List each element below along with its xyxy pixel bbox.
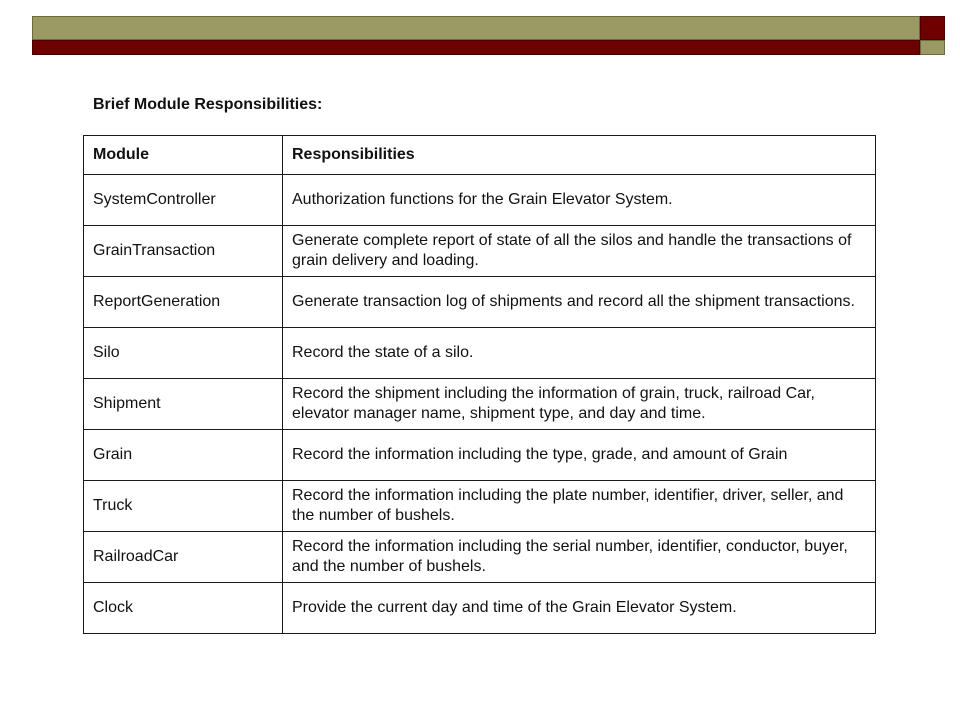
responsibility-cell: Provide the current day and time of the Grain Elevator System. — [283, 583, 876, 634]
table-row — [84, 430, 876, 481]
module-cell: ReportGeneration — [84, 277, 283, 328]
table-row — [84, 175, 876, 226]
module-cell: Silo — [84, 328, 283, 379]
module-cell: Clock — [84, 583, 283, 634]
table-row — [84, 226, 876, 277]
table-row — [84, 583, 876, 634]
responsibility-cell: Record the information including the serial number, identifier, conductor, buyer, and the number of bushels. — [283, 532, 876, 583]
module-cell: Shipment — [84, 379, 283, 430]
responsibility-cell: Authorization functions for the Grain Elevator System. — [283, 175, 876, 226]
responsibility-cell: Record the state of a silo. — [283, 328, 876, 379]
header-bar-olive — [32, 16, 920, 40]
module-cell: Grain — [84, 430, 283, 481]
column-header-responsibilities: Responsibilities — [283, 136, 876, 175]
table-row — [84, 481, 876, 532]
module-cell: Truck — [84, 481, 283, 532]
document-image — [75, 88, 885, 644]
table-row — [84, 277, 876, 328]
header-corner-square-maroon — [920, 16, 945, 40]
module-cell: GrainTransaction — [84, 226, 283, 277]
table-header-row — [84, 136, 876, 175]
table-row — [84, 379, 876, 430]
module-cell: RailroadCar — [84, 532, 283, 583]
responsibility-cell: Record the information including the type, grade, and amount of Grain — [283, 430, 876, 481]
responsibility-cell: Record the information including the plate number, identifier, driver, seller, and the number of bushels. — [283, 481, 876, 532]
document-heading: Brief Module Responsibilities: — [93, 96, 323, 113]
responsibility-cell: Record the shipment including the information of grain, truck, railroad Car, elevator manager name, shipment type, and day and time. — [283, 379, 876, 430]
responsibility-cell: Generate complete report of state of all the silos and handle the transactions of grain delivery and loading. — [283, 226, 876, 277]
header-bar-maroon — [32, 40, 920, 55]
header-corner-square-olive — [920, 40, 945, 55]
column-header-module: Module — [84, 136, 283, 175]
module-cell: SystemController — [84, 175, 283, 226]
responsibilities-table — [83, 135, 876, 634]
table-row — [84, 328, 876, 379]
responsibility-cell: Generate transaction log of shipments and record all the shipment transactions. — [283, 277, 876, 328]
table-row — [84, 532, 876, 583]
